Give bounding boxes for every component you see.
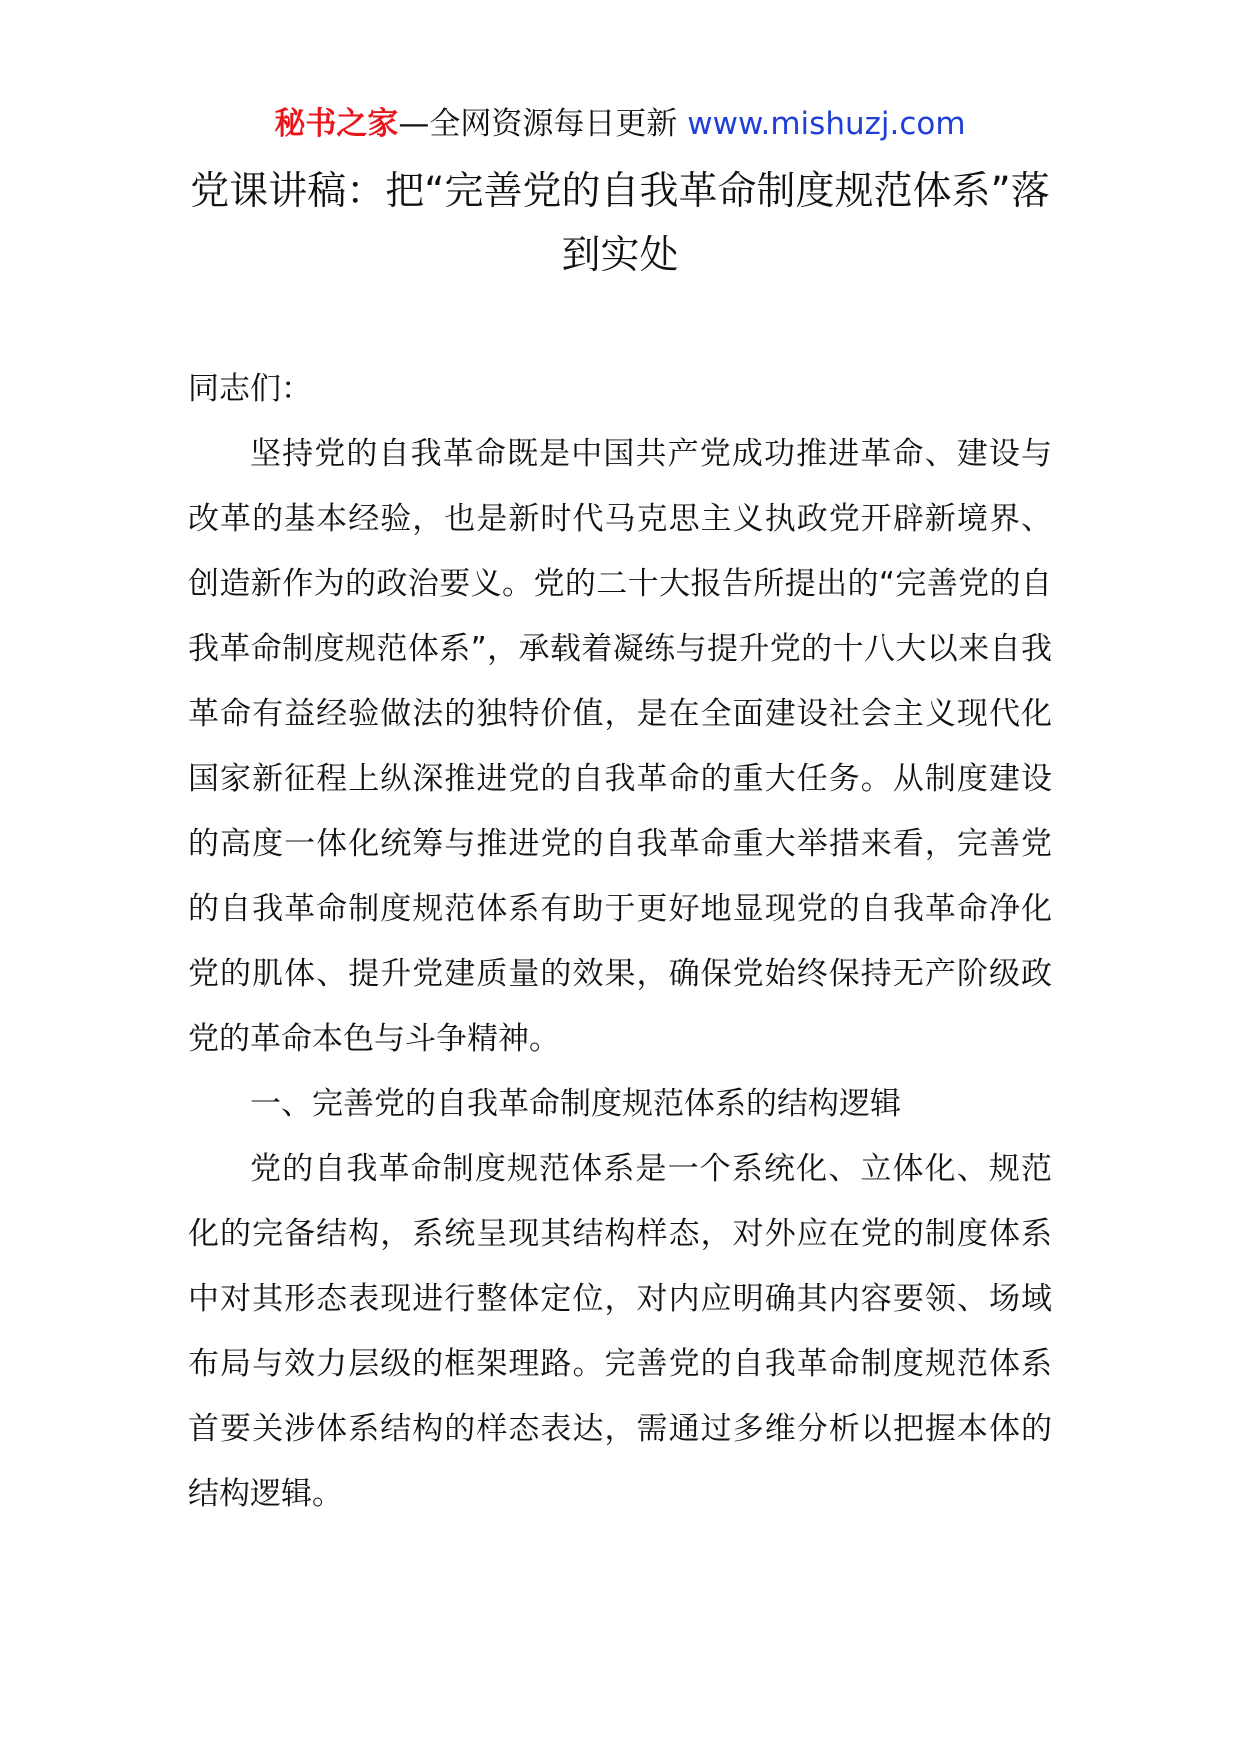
site-url: www.mishuzj.com bbox=[687, 106, 966, 142]
section-heading: 一、完善党的自我革命制度规范体系的结构逻辑 bbox=[250, 1086, 901, 1122]
document-body bbox=[188, 357, 1052, 1527]
document-title: 党课讲稿：把“完善党的自我革命制度规范体系”落到实处 bbox=[190, 169, 1050, 278]
brand-name: 秘书之家 bbox=[274, 106, 399, 142]
site-slogan: —全网资源每日更新 bbox=[398, 106, 688, 142]
paragraph-intro: 坚持党的自我革命既是中国共产党成功推进革命、建设与改革的基本经验，也是新时代马克思主义执政党开辟新境界、创造新作为的政治要义。党的二十大报告所提出的“完善党的自我革命制度规范体系”，承载着凝练与提升党的十八大以来自我革命有益经验做法的独特价值，是在全面建设社会主义现代化国家新征程上纵深推进党的自我革命的重大任务。从制度建设的高度一体化统筹与推进党的自我革命重大举措来看，完善党的自我革命制度规范体系有助于更好地显现党的自我革命净化党的肌体、提升党建质量的效果，确保党始终保持无产阶级政党的革命本色与斗争精神。 bbox=[188, 436, 1052, 1057]
salutation: 同志们： bbox=[188, 371, 312, 407]
paragraph-structure: 党的自我革命制度规范体系是一个系统化、立体化、规范化的完备结构，系统呈现其结构样态，对外应在党的制度体系中对其形态表现进行整体定位，对内应明确其内容要领、场域布局与效力层级的框架理路。完善党的自我革命制度规范体系首要关涉体系结构的样态表达，需通过多维分析以把握本体的结构逻辑。 bbox=[188, 1151, 1052, 1512]
site-header bbox=[0, 102, 1240, 146]
